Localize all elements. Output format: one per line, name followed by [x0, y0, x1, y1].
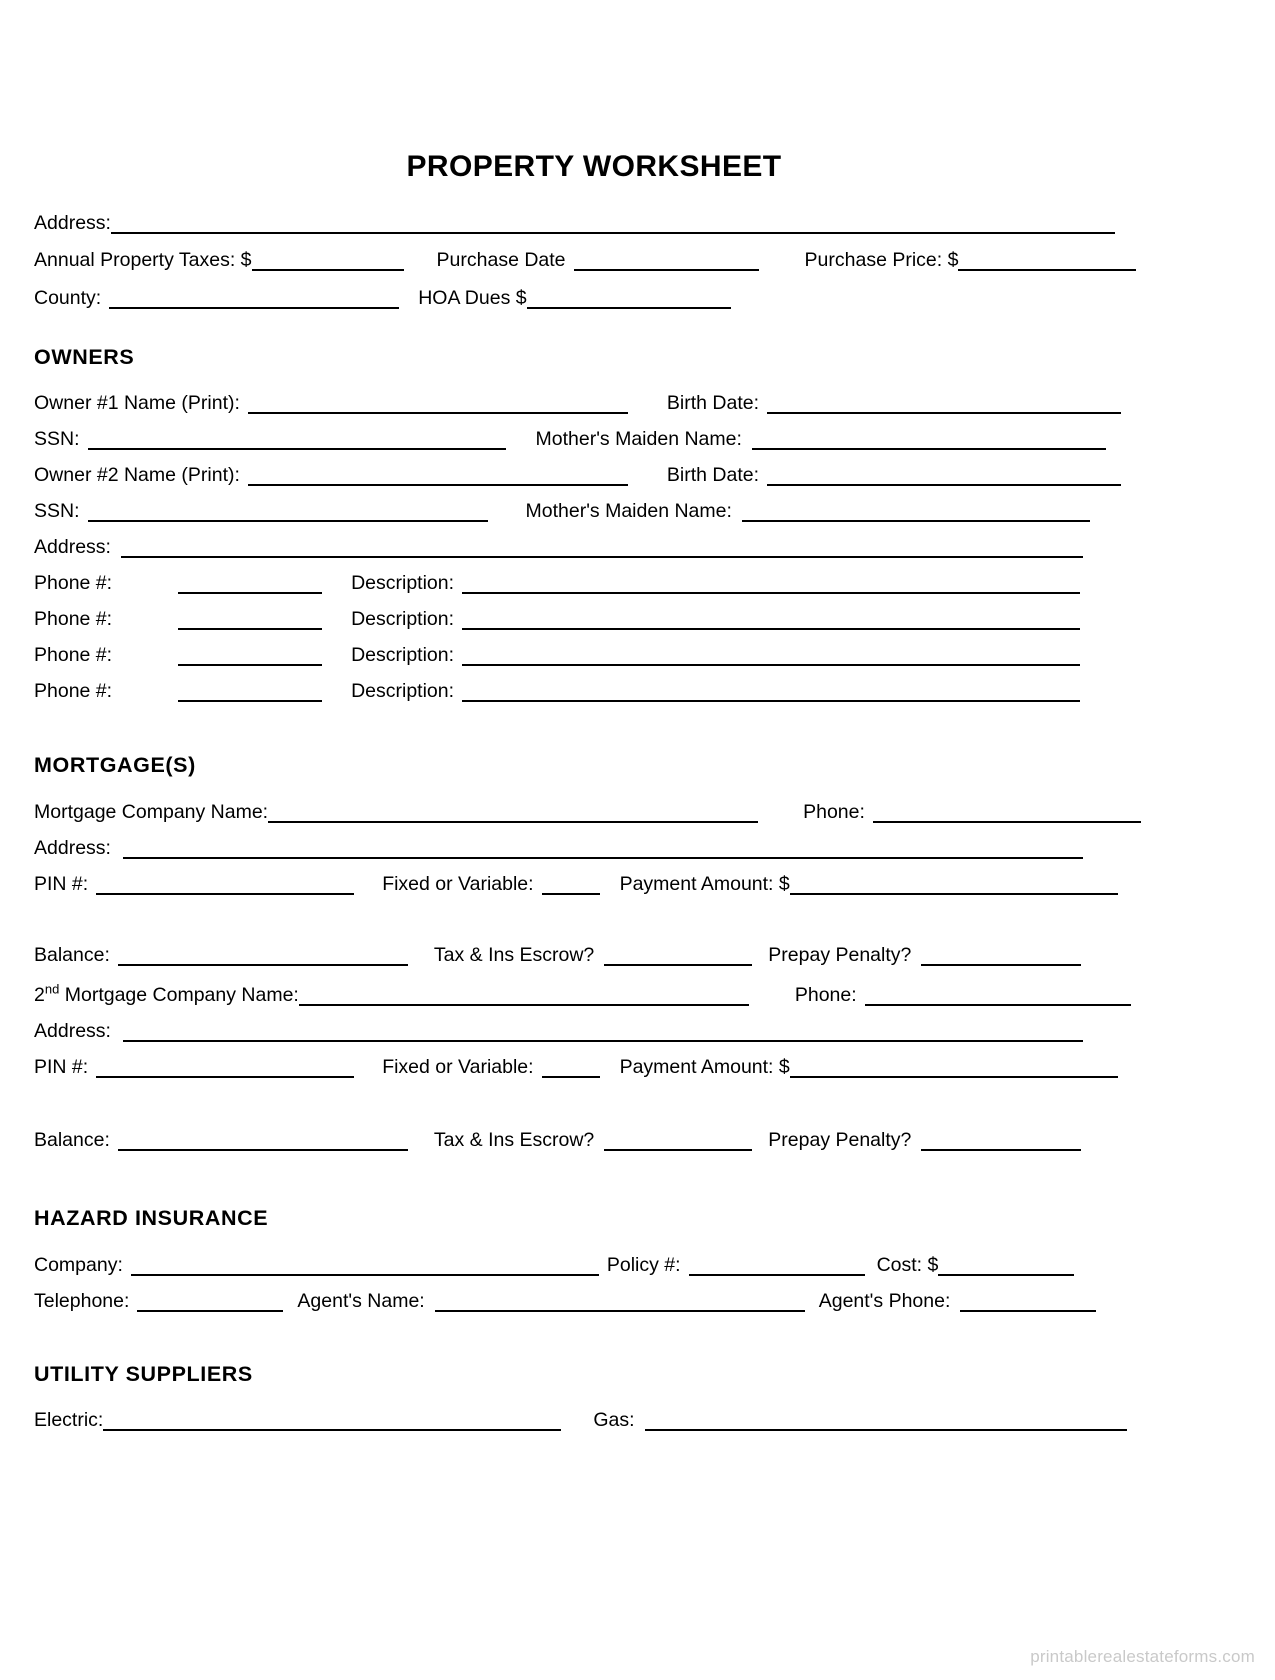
field-row-owner2-ssn — [34, 496, 1154, 522]
purchase-date-input[interactable] — [574, 249, 759, 271]
field-row-phone-1 — [34, 568, 1154, 594]
owner1-name-label: Owner #1 Name (Print): — [34, 392, 240, 414]
mortgage1-phone-label: Phone: — [803, 801, 865, 823]
mortgage2-ordinal-number: 2 — [34, 984, 45, 1006]
owner-address-label: Address: — [34, 536, 111, 558]
mortgage1-address-input[interactable] — [123, 837, 1083, 859]
section-heading-utility-suppliers: UTILITY SUPPLIERS — [34, 1362, 253, 1386]
field-row-owner-address — [34, 532, 1154, 558]
owner1-birth-date-label: Birth Date: — [666, 392, 760, 414]
insurance-cost-input[interactable] — [938, 1254, 1074, 1276]
mortgage2-company-label — [34, 981, 299, 1006]
mortgage2-phone-input[interactable] — [865, 984, 1131, 1006]
section-heading-owners: OWNERS — [34, 345, 135, 369]
description-label-3: Description: — [351, 644, 455, 666]
mortgage1-payment-amount-label: Payment Amount: $ — [619, 873, 790, 895]
phone-input-4[interactable] — [178, 680, 322, 702]
gas-input[interactable] — [645, 1409, 1127, 1431]
field-row-owner1-ssn — [34, 424, 1154, 450]
mortgage1-company-input[interactable] — [268, 801, 758, 823]
owner2-birth-date-input[interactable] — [767, 464, 1121, 486]
county-input[interactable] — [109, 287, 399, 309]
mortgage2-company-input[interactable] — [299, 984, 749, 1006]
mortgage1-escrow-label: Tax & Ins Escrow? — [433, 944, 595, 966]
mortgage2-company-text: Mortgage Company Name: — [59, 984, 299, 1006]
gas-label: Gas: — [593, 1409, 635, 1431]
annual-property-taxes-input[interactable] — [252, 249, 404, 271]
section-heading-hazard-insurance: HAZARD INSURANCE — [34, 1206, 269, 1230]
mortgage2-payment-amount-label: Payment Amount: $ — [619, 1056, 790, 1078]
owner-address-input[interactable] — [121, 536, 1083, 558]
mortgage2-escrow-input[interactable] — [604, 1129, 752, 1151]
description-label-4: Description: — [351, 680, 455, 702]
description-label-1: Description: — [351, 572, 455, 594]
mortgage1-prepay-label: Prepay Penalty? — [768, 944, 912, 966]
field-row-phone-4 — [34, 676, 1154, 702]
electric-input[interactable] — [103, 1409, 561, 1431]
insurance-policy-label: Policy #: — [606, 1254, 681, 1276]
mortgage1-pin-label: PIN #: — [34, 873, 89, 895]
mortgage2-fixed-variable-label: Fixed or Variable: — [382, 1056, 534, 1078]
field-row-mortgage1-company — [34, 797, 1154, 823]
mortgage2-phone-label: Phone: — [794, 984, 857, 1006]
phone-label-1: Phone #: — [34, 572, 113, 594]
field-row-insurance-company — [34, 1250, 1154, 1276]
owner1-maiden-name-label: Mother's Maiden Name: — [535, 428, 742, 450]
hoa-dues-label: HOA Dues $ — [418, 287, 527, 309]
address-input[interactable] — [111, 212, 1115, 234]
field-row-mortgage2-pin — [34, 1052, 1154, 1078]
owner2-ssn-input[interactable] — [88, 500, 488, 522]
mortgage2-escrow-label: Tax & Ins Escrow? — [433, 1129, 595, 1151]
owner2-ssn-label: SSN: — [34, 500, 80, 522]
insurance-telephone-label: Telephone: — [34, 1290, 130, 1312]
field-row-mortgage2-address — [34, 1016, 1154, 1042]
owner2-name-input[interactable] — [248, 464, 628, 486]
field-row-phone-3 — [34, 640, 1154, 666]
mortgage1-balance-input[interactable] — [118, 944, 408, 966]
mortgage1-fixed-variable-input[interactable] — [542, 873, 600, 895]
description-input-1[interactable] — [462, 572, 1080, 594]
mortgage2-pin-label: PIN #: — [34, 1056, 89, 1078]
annual-property-taxes-label: Annual Property Taxes: $ — [34, 249, 252, 271]
field-row-owner2-name — [34, 460, 1154, 486]
mortgage1-balance-label: Balance: — [34, 944, 110, 966]
phone-label-2: Phone #: — [34, 608, 113, 630]
owner2-birth-date-label: Birth Date: — [666, 464, 760, 486]
mortgage2-ordinal-suffix: nd — [44, 981, 60, 997]
mortgage2-fixed-variable-input[interactable] — [542, 1056, 600, 1078]
mortgage2-prepay-input[interactable] — [921, 1129, 1081, 1151]
purchase-price-input[interactable] — [958, 249, 1136, 271]
mortgage1-pin-input[interactable] — [96, 873, 354, 895]
mortgage2-payment-amount-input[interactable] — [790, 1056, 1118, 1078]
mortgage1-escrow-input[interactable] — [604, 944, 752, 966]
owner1-name-input[interactable] — [248, 392, 628, 414]
phone-input-2[interactable] — [178, 608, 322, 630]
mortgage2-pin-input[interactable] — [96, 1056, 354, 1078]
owner1-birth-date-input[interactable] — [767, 392, 1121, 414]
mortgage2-prepay-label: Prepay Penalty? — [768, 1129, 912, 1151]
field-row-taxes-date-price — [34, 245, 1154, 271]
mortgage1-prepay-input[interactable] — [921, 944, 1081, 966]
field-row-county-hoa — [34, 283, 1154, 309]
purchase-price-label: Purchase Price: $ — [804, 249, 959, 271]
phone-input-1[interactable] — [178, 572, 322, 594]
field-row-mortgage1-pin — [34, 869, 1154, 895]
form-body — [34, 0, 1154, 1680]
owner2-maiden-name-label: Mother's Maiden Name: — [525, 500, 732, 522]
insurance-telephone-input[interactable] — [137, 1290, 283, 1312]
field-row-insurance-agent — [34, 1286, 1154, 1312]
field-row-mortgage2-balance — [34, 1125, 1154, 1151]
mortgage1-address-label: Address: — [34, 837, 111, 859]
mortgage2-balance-input[interactable] — [118, 1129, 408, 1151]
description-label-2: Description: — [351, 608, 455, 630]
phone-label-3: Phone #: — [34, 644, 113, 666]
owner2-maiden-name-input[interactable] — [742, 500, 1090, 522]
insurance-company-input[interactable] — [131, 1254, 599, 1276]
site-watermark: printablerealestateforms.com — [1030, 1647, 1255, 1666]
description-input-3[interactable] — [462, 644, 1080, 666]
phone-label-4: Phone #: — [34, 680, 113, 702]
field-row-mortgage2-company — [34, 980, 1154, 1006]
purchase-date-label: Purchase Date — [436, 249, 566, 271]
owner1-maiden-name-input[interactable] — [752, 428, 1106, 450]
agent-phone-label: Agent's Phone: — [818, 1290, 951, 1312]
insurance-policy-input[interactable] — [689, 1254, 865, 1276]
owner2-name-label: Owner #2 Name (Print): — [34, 464, 240, 486]
hoa-dues-input[interactable] — [527, 287, 731, 309]
mortgage1-fixed-variable-label: Fixed or Variable: — [382, 873, 534, 895]
field-row-utilities — [34, 1405, 1154, 1431]
description-input-2[interactable] — [462, 608, 1080, 630]
mortgage1-payment-amount-input[interactable] — [790, 873, 1118, 895]
insurance-company-label: Company: — [34, 1254, 123, 1276]
mortgage1-company-label: Mortgage Company Name: — [34, 801, 269, 823]
agent-phone-input[interactable] — [960, 1290, 1096, 1312]
owner1-ssn-label: SSN: — [34, 428, 80, 450]
section-heading-mortgages: MORTGAGE(S) — [34, 753, 196, 777]
description-input-4[interactable] — [462, 680, 1080, 702]
electric-label: Electric: — [34, 1409, 104, 1431]
page-title: PROPERTY WORKSHEET — [406, 150, 782, 183]
agent-name-label: Agent's Name: — [297, 1290, 425, 1312]
address-label: Address: — [34, 212, 111, 234]
mortgage2-address-input[interactable] — [123, 1020, 1083, 1042]
mortgage2-address-label: Address: — [34, 1020, 111, 1042]
phone-input-3[interactable] — [178, 644, 322, 666]
field-row-phone-2 — [34, 604, 1154, 630]
insurance-cost-label: Cost: $ — [876, 1254, 939, 1276]
mortgage1-phone-input[interactable] — [873, 801, 1141, 823]
field-row-mortgage1-address — [34, 833, 1154, 859]
agent-name-input[interactable] — [435, 1290, 805, 1312]
owner1-ssn-input[interactable] — [88, 428, 506, 450]
county-label: County: — [34, 287, 102, 309]
field-row-address — [34, 208, 1154, 234]
field-row-owner1-name — [34, 388, 1154, 414]
field-row-mortgage1-balance — [34, 940, 1154, 966]
mortgage2-balance-label: Balance: — [34, 1129, 110, 1151]
